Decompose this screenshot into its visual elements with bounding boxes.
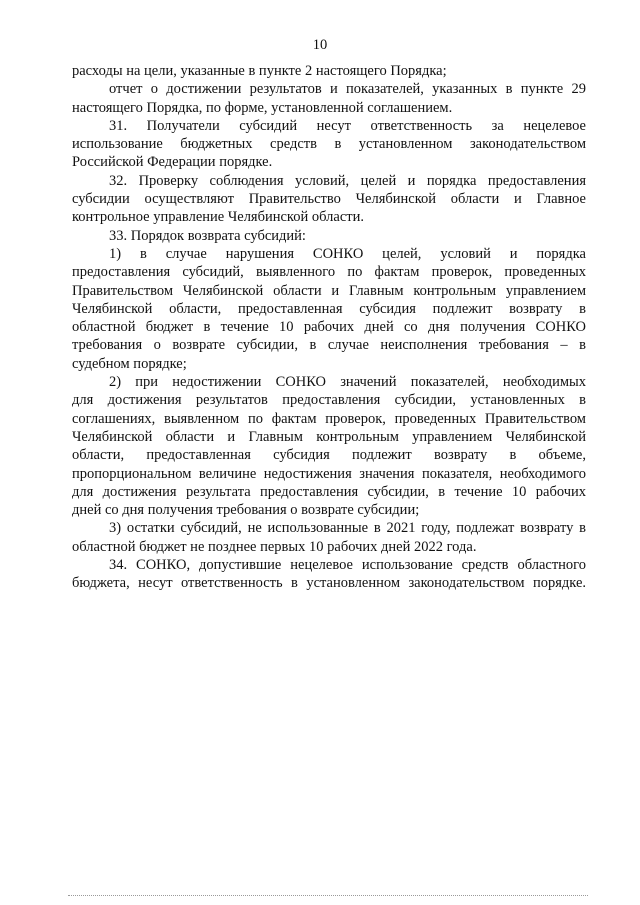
- paragraph-p31: [72, 117, 586, 172]
- page-bottom-rule: [68, 895, 588, 896]
- paragraph-p33_1: [72, 245, 586, 373]
- text-line: контрольное управление Челябинской области.: [72, 209, 364, 226]
- text-line: 3) остатки субсидий, не использованные в 2021 году, подлежат возврату в: [109, 520, 586, 537]
- text-line: субсидии осуществляют Правительство Челябинской области и Главное: [72, 191, 586, 208]
- paragraph-p33_2: [72, 373, 586, 519]
- page-number: 10: [312, 37, 328, 53]
- text-line: области, предоставленная субсидия подлежит возврату в объеме,: [72, 447, 586, 464]
- text-line: Российской Федерации порядке.: [72, 154, 273, 171]
- paragraph-p33: [72, 227, 586, 245]
- text-line: дней со дня получения требования о возврате субсидии;: [72, 502, 420, 519]
- text-line: требования о возврате субсидии, в случае неисполнения требования – в: [72, 337, 586, 354]
- text-line: 1) в случае нарушения СОНКО целей, условий и порядка: [109, 245, 586, 262]
- text-line: пропорциональном величине недостижения значения показателя, необходимого: [72, 465, 586, 482]
- paragraph-p2: [72, 80, 586, 117]
- text-line: 31. Получатели субсидий несут ответственность за нецелевое: [109, 117, 586, 134]
- text-line: соглашениях, выявленном по фактам проверок, проведенных Правительством: [72, 410, 586, 427]
- document-body: [72, 62, 586, 593]
- text-line: судебном порядке;: [72, 355, 187, 372]
- text-line: настоящего Порядка, по форме, установленной соглашением.: [72, 99, 453, 116]
- paragraph-p32: [72, 172, 586, 227]
- text-line: Правительством Челябинской области и Главным контрольным управлением: [72, 282, 586, 299]
- text-line: расходы на цели, указанные в пункте 2 настоящего Порядка;: [72, 63, 447, 79]
- text-line: для достижения результатов предоставления субсидии, установленных в: [72, 392, 586, 409]
- paragraph-p1: [72, 62, 586, 80]
- text-line: 32. Проверку соблюдения условий, целей и порядка предоставления: [109, 172, 586, 189]
- text-line: областной бюджет в течение 10 рабочих дней со дня получения СОНКО: [72, 319, 586, 336]
- text-line: областной бюджет не позднее первых 10 рабочих дней 2022 года.: [72, 538, 477, 555]
- text-line: отчет о достижении результатов и показателей, указанных в пункте 29: [109, 81, 586, 98]
- text-line: предоставления субсидий, выявленного по фактам проверок, проведенных: [72, 264, 586, 281]
- paragraph-p33_3: [72, 519, 586, 556]
- text-line: 2) при недостижении СОНКО значений показателей, необходимых: [109, 374, 586, 391]
- text-line: бюджета, несут ответственность в установленном законодательством порядке.: [72, 575, 586, 592]
- text-line: 33. Порядок возврата субсидий:: [109, 227, 306, 244]
- text-line: Челябинской области, предоставленная субсидия подлежит возврату в: [72, 300, 586, 317]
- text-line: Челябинской области и Главным контрольным управлением Челябинской: [72, 428, 586, 445]
- text-line: 34. СОНКО, допустившие нецелевое использование средств областного: [109, 557, 586, 574]
- paragraph-p34: [72, 556, 586, 593]
- text-line: использование бюджетных средств в установленном законодательством: [72, 136, 586, 153]
- text-line: для достижения результата предоставления субсидии, в течение 10 рабочих: [72, 483, 586, 500]
